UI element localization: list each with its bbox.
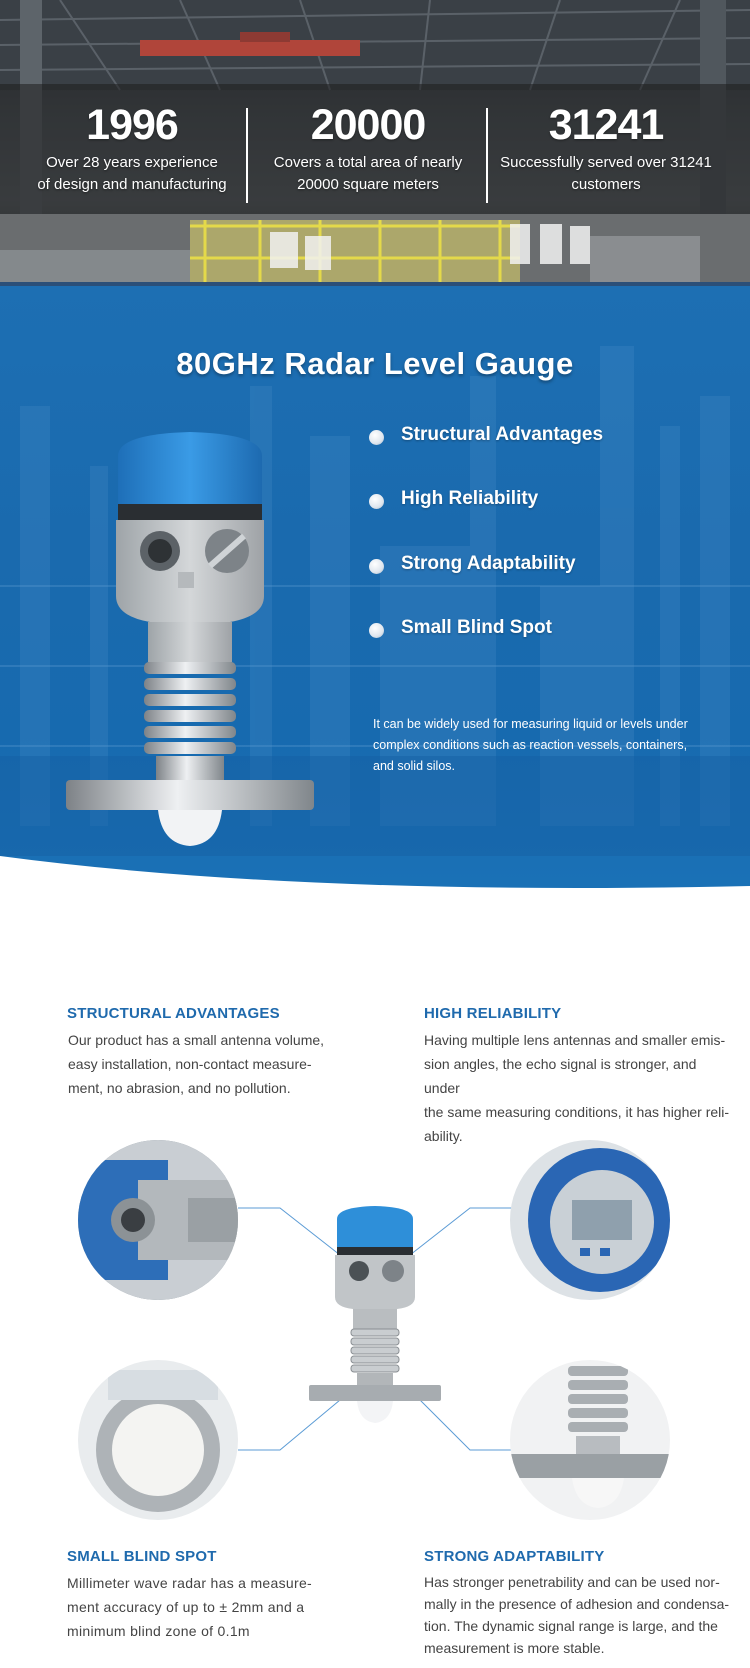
text-line: the same measuring conditions, it has higher reli- [424,1104,730,1120]
bullet-dot-icon [369,430,384,445]
text-line: sion angles, the echo signal is stronger, and under [424,1056,697,1096]
small-blind-spot-text [67,1571,357,1643]
strong-adaptability-heading: STRONG ADAPTABILITY [424,1548,605,1565]
stat-description-line: of design and manufacturing [37,176,227,193]
stat-customers [486,100,726,194]
text-line: tion. The dynamic signal range is large, and the [424,1618,718,1634]
structural-advantages-heading: STRUCTURAL ADVANTAGES [67,1005,280,1022]
high-reliability-heading: HIGH RELIABILITY [424,1005,562,1022]
structural-advantages-text [68,1028,358,1100]
factory-stats-banner [0,0,750,286]
feature-label: High Reliability [401,488,539,509]
product-description: It can be widely used for measuring liquid or levels under complex conditions such as reaction vessels, containers, and solid silos. [373,717,688,773]
stat-description-line: Covers a total area of nearly [273,154,463,171]
detail-photo-flange-coil [510,1360,670,1520]
detail-photo-lens-antenna [78,1360,238,1520]
stat-number: 31241 [548,101,664,149]
strong-adaptability-text [424,1571,734,1659]
stat-description-line: customers [571,176,641,193]
product-hero-section [0,286,750,926]
small-blind-spot-heading: SMALL BLIND SPOT [67,1548,217,1565]
text-line: Has stronger penetrability and can be used nor- [424,1574,720,1590]
bullet-dot-icon [369,494,384,509]
text-line: Our product has a small antenna volume, [68,1032,325,1048]
stat-number: 20000 [310,101,426,149]
stat-number: 1996 [86,101,178,149]
bullet-dot-icon [369,559,384,574]
text-line: measurement is more stable. [424,1640,605,1656]
high-reliability-text [424,1028,734,1148]
text-line: mally in the presence of adhesion and condensa- [424,1596,730,1612]
stat-area [248,100,488,194]
text-line: ment, no abrasion, and no pollution. [68,1080,291,1096]
text-line: ment accuracy of up to ± 2mm and a [67,1599,305,1615]
stat-description-line: Successfully served over 31241 [500,154,712,171]
text-line: Having multiple lens antennas and smaller emis- [424,1032,726,1048]
text-line: Millimeter wave radar has a measure- [67,1575,312,1591]
feature-label: Structural Advantages [401,424,604,445]
detail-photo-display-window [510,1140,670,1300]
text-line: ability. [424,1128,463,1144]
feature-label: Small Blind Spot [401,617,552,638]
detail-photo-side-ports [78,1140,238,1300]
radar-level-gauge-small-image [305,1205,445,1425]
text-line: minimum blind zone of 0.1m [67,1623,250,1639]
radar-level-gauge-image [60,426,320,846]
bullet-dot-icon [369,623,384,638]
stat-founded [12,100,252,194]
stat-description-line: 20000 square meters [297,176,439,193]
wave-divider [0,846,750,926]
text-line: easy installation, non-contact measure- [68,1056,312,1072]
stat-description-line: Over 28 years experience [46,154,218,171]
product-title: 80GHz Radar Level Gauge [176,346,574,381]
feature-label: Strong Adaptability [401,553,576,574]
